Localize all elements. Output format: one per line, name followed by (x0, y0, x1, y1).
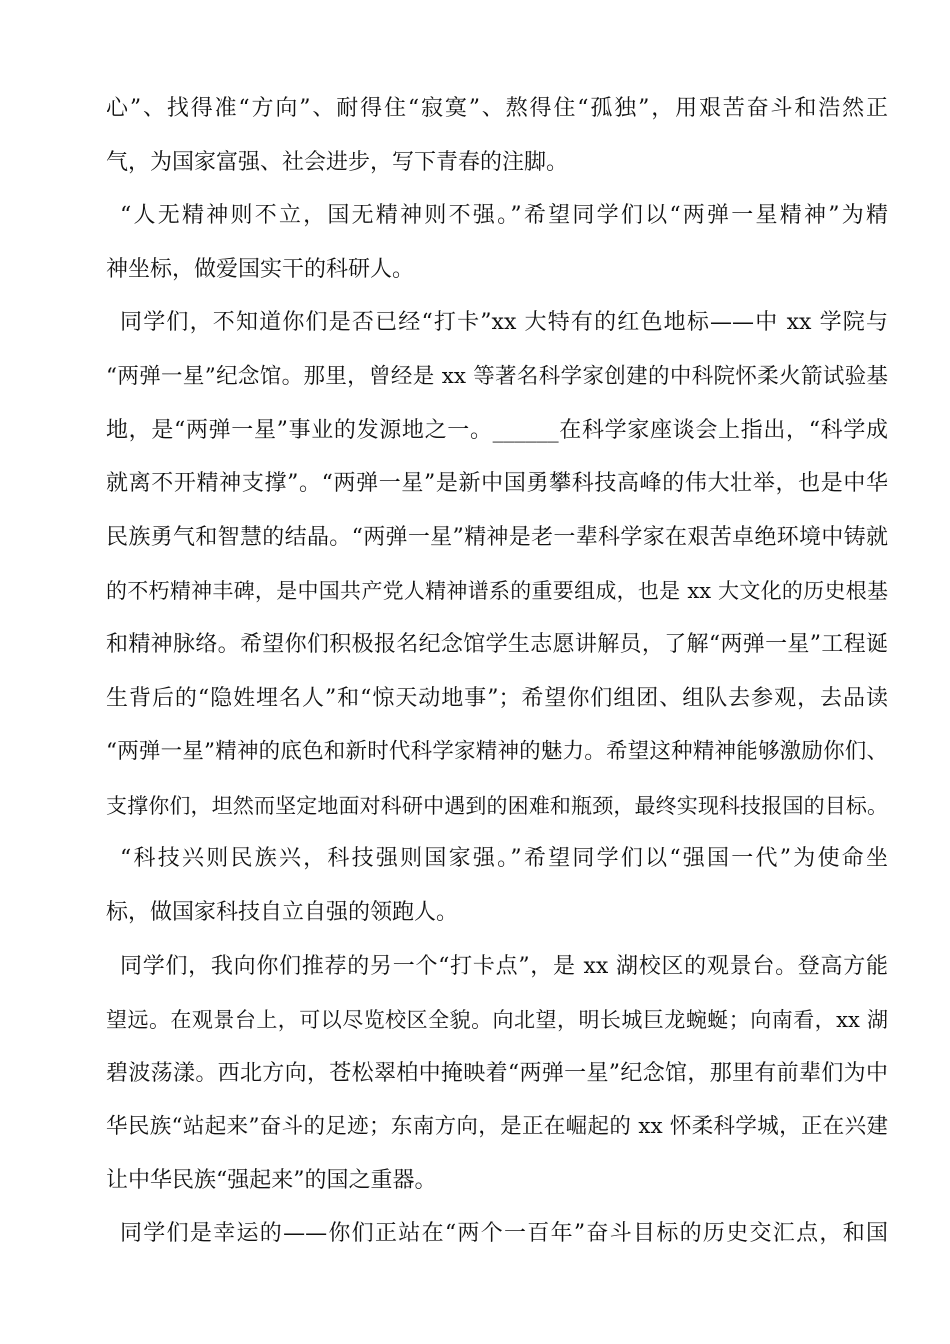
text-line-4: 神坐标，做爱国实干的科研人。 (106, 256, 415, 282)
text-line-13: “两弹一星”精神的底色和新时代科学家精神的魅力。希望这种精神能够激励你们、 (106, 739, 888, 765)
text-line-14: 支撑你们，坦然而坚定地面对科研中遇到的困难和瓶颈，最终实现科技报国的目标。 (106, 793, 888, 818)
text-line-1: 心”、找得准“方向”、耐得住“寂寞”、熬得住“孤独”，用艰苦奋斗和浩然正 (106, 96, 888, 121)
text-line-17: 同学们，我向你们推荐的另一个“打卡点”，是 xx 湖校区的观景台。登高方能 (120, 953, 888, 979)
text-line-21: 让中华民族“强起来”的国之重器。 (106, 1167, 437, 1193)
text-line-9: 民族勇气和智慧的结晶。“两弹一星”精神是老一辈科学家在艰苦卓绝环境中铸就 (106, 524, 888, 550)
text-line-16: 标，做国家科技自立自强的领跑人。 (106, 899, 459, 925)
text-line-2: 气，为国家富强、社会进步，写下青春的注脚。 (106, 149, 569, 175)
text-line-8: 就离不开精神支撑”。“两弹一星”是新中国勇攀科技高峰的伟大壮举，也是中华 (106, 471, 888, 497)
text-line-10: 的不朽精神丰碑，是中国共产党人精神谱系的重要组成，也是 xx 大文化的历史根基 (106, 579, 888, 604)
text-line-20: 华民族“站起来”奋斗的足迹；东南方向，是正在崛起的 xx 怀柔科学城，正在兴建 (106, 1114, 888, 1140)
text-line-22: 同学们是幸运的——你们正站在“两个一百年”奋斗目标的历史交汇点，和国 (120, 1221, 888, 1247)
text-line-6: “两弹一星”纪念馆。那里，曾经是 xx 等著名科学家创建的中科院怀柔火箭试验基 (106, 363, 888, 389)
text-line-7: 地，是“两弹一星”事业的发源地之一。______在科学家座谈会上指出，“科学成 (106, 417, 888, 443)
text-line-18: 望远。在观景台上，可以尽览校区全貌。向北望，明长城巨龙蜿蜒；向南看，xx 湖 (106, 1008, 888, 1033)
text-line-15: “科技兴则民族兴，科技强则国家强。”希望同学们以“强国一代”为使命坐 (120, 846, 888, 872)
text-line-12: 生背后的“隐姓埋名人”和“惊天动地事”；希望你们组团、组队去参观，去品读 (106, 685, 888, 711)
text-line-5: 同学们，不知道你们是否已经“打卡”xx 大特有的红色地标——中 xx 学院与 (120, 310, 888, 336)
text-line-3: “人无精神则不立，国无精神则不强。”希望同学们以“两弹一星精神”为精 (120, 203, 888, 229)
text-line-19: 碧波荡漾。西北方向，苍松翠柏中掩映着“两弹一星”纪念馆，那里有前辈们为中 (106, 1060, 888, 1086)
document-body (106, 90, 888, 1269)
text-line-11: 和精神脉络。希望你们积极报名纪念馆学生志愿讲解员，了解“两弹一星”工程诞 (106, 631, 888, 657)
